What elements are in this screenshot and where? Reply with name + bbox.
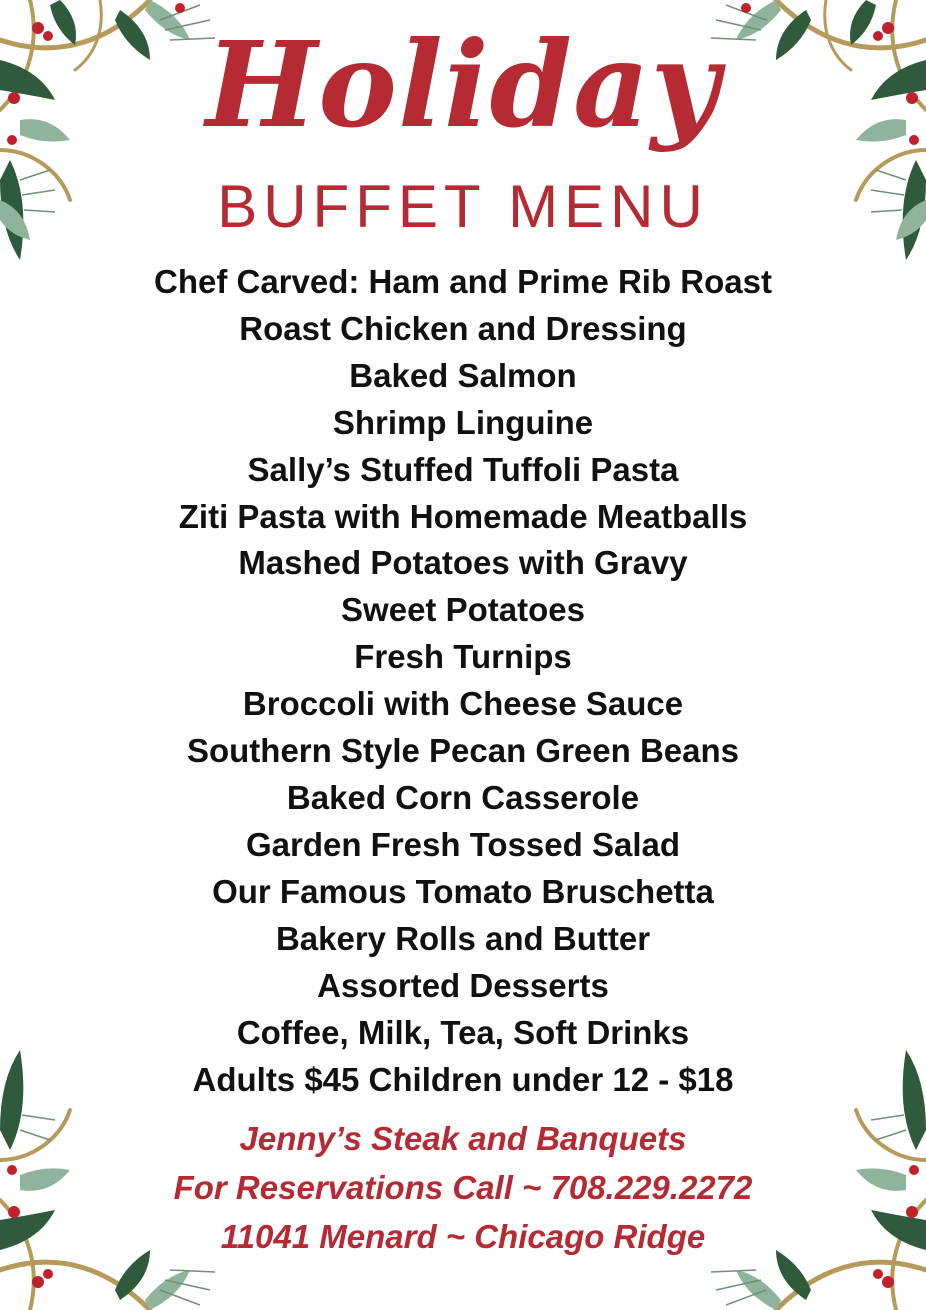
menu-item: Southern Style Pecan Green Beans: [186, 732, 740, 770]
menu-list: [0, 259, 926, 1056]
menu-item: Garden Fresh Tossed Salad: [245, 825, 681, 863]
menu-item: Assorted Desserts: [317, 966, 609, 1004]
price-line: Adults $45 Children under 12 - $18: [192, 1061, 734, 1098]
menu-item: Sally’s Stuffed Tuffoli Pasta: [247, 450, 679, 488]
menu-item: Bakery Rolls and Butter: [275, 919, 651, 957]
business-name: Jenny’s Steak and Banquets: [239, 1120, 687, 1157]
menu-item: Roast Chicken and Dressing: [239, 309, 687, 347]
menu-item: Broccoli with Cheese Sauce: [242, 685, 684, 723]
page-title: Holiday: [205, 15, 721, 154]
menu-item: Baked Corn Casserole: [286, 778, 640, 816]
menu-item: Chef Carved: Ham and Prime Rib Roast: [154, 263, 772, 300]
address: 11041 Menard ~ Chicago Ridge: [220, 1218, 706, 1255]
menu-item: Baked Salmon: [349, 356, 577, 394]
menu-item: Mashed Potatoes with Gravy: [238, 544, 688, 582]
page-subtitle: BUFFET MENU: [217, 173, 709, 240]
footer: [0, 1114, 926, 1261]
menu-item: Shrimp Linguine: [332, 403, 594, 441]
menu-item: Fresh Turnips: [354, 638, 572, 676]
menu-item: Coffee, Milk, Tea, Soft Drinks: [236, 1013, 690, 1051]
menu-item: Our Famous Tomato Bruschetta: [212, 872, 714, 910]
menu-item: Sweet Potatoes: [341, 591, 585, 629]
reservation-phone: For Reservations Call ~ 708.229.2272: [173, 1169, 753, 1206]
menu-item: Ziti Pasta with Homemade Meatballs: [178, 497, 748, 535]
